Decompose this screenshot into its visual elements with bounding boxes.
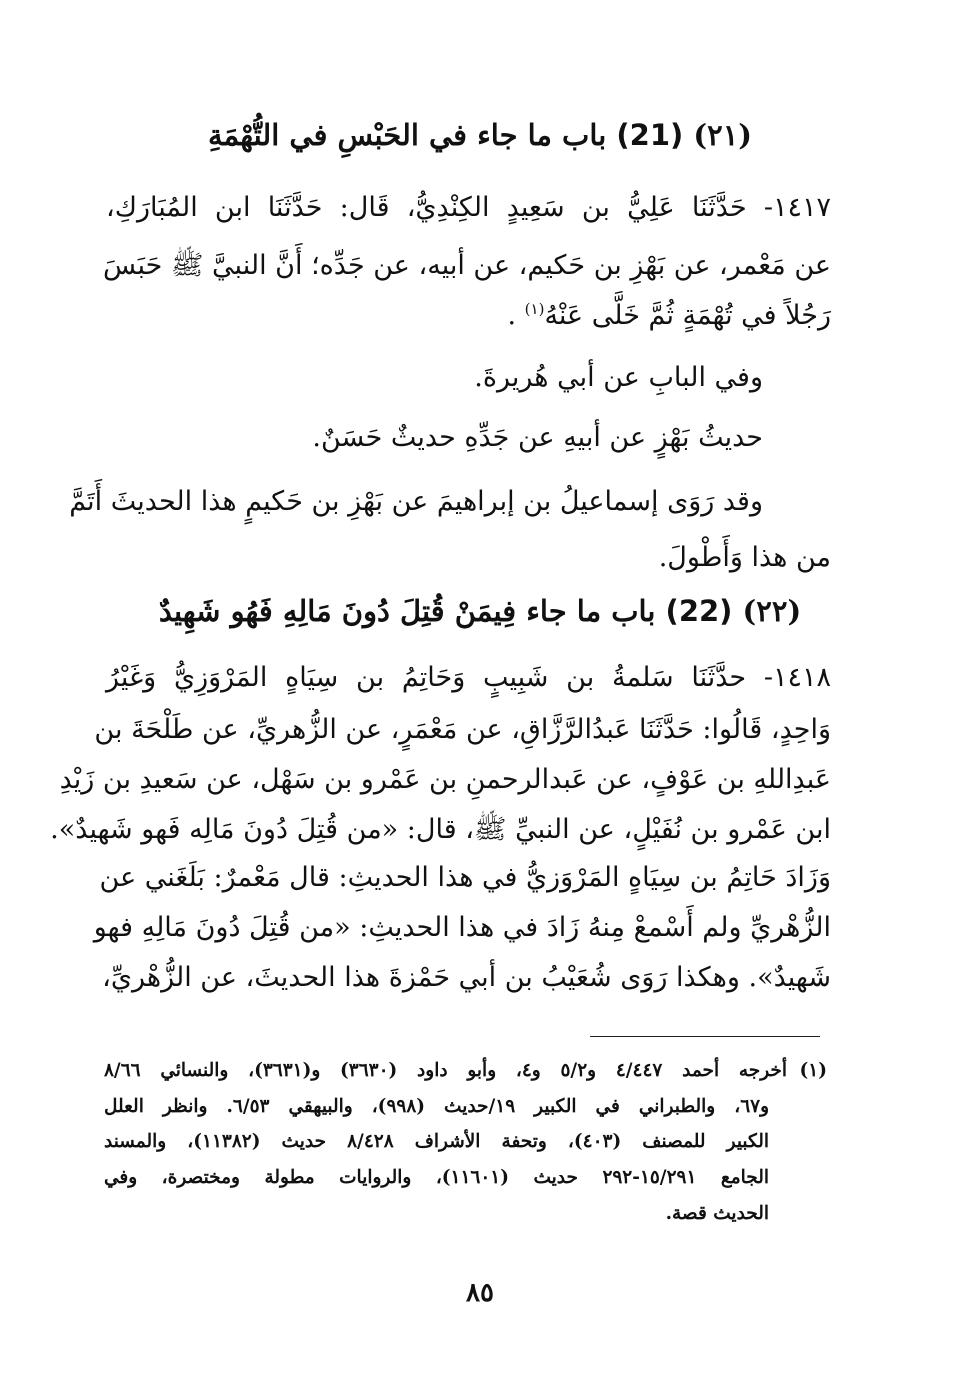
footnote-separator [590,1036,820,1037]
body-line-6: وقد رَوَى إسماعيلُ بن إبراهيمَ عن بَهْزِ بن حَكيمٍ هذا الحديثَ أَتَمَّ [69,486,763,517]
heading-21-arabic-number: (٢١) [693,118,753,152]
footnote-line-4: الجامع ١٥/٢٩١-٢٩٢ حديث (١١٦٠١)، والروايات مطولة ومختصرة، وفي [104,1167,769,1188]
heading-22-arabic-number: (٢٢) [742,594,802,628]
footnote-line-2: و٦٧، والطبراني في الكبير ١٩/حديث (٩٩٨)، والبيهقي ٦/٥٣. وانظر العلل [104,1096,770,1117]
body-line-10: عَبدِاللهِ بن عَوْفٍ، عن عَبدالرحمنِ بن عَمْرو بن سَهْل، عن سَعيدِ بن زَيْدِ [59,764,831,795]
body-line-12: وَزَادَ حَاتِمُ بن سِيَاهٍ المَرْوَزيُّ في هذا الحديثِ: قال مَعْمرٌ: بَلَغَني عن [99,862,831,893]
footnote-number: (١) [799,1060,827,1081]
body-line-13: الزُّهْريِّ ولم أَسْمعْ مِنهُ زَادَ في هذا الحديثِ: «من قُتِلَ دُونَ مَالِهِ فهو [93,912,831,943]
body-line-3: رَجُلاً في تُهْمَةٍ ثُمَّ خَلَّى عَنْهُ [544,300,831,331]
chapter-heading-22 [150,594,810,628]
footnote-line-5: الحديث قصة. [665,1203,769,1224]
body-line-2: عن مَعْمر، عن بَهْزِ بن حَكيم، عن أبيه، عن جَدِّه؛ أَنَّ النبيَّ ﷺ حَبَسَ [103,250,831,281]
heading-22-title: باب ما جاء فِيمَنْ قُتِلَ دُونَ مَالِهِ فَهُو شَهِيدٌ [158,594,656,628]
chapter-heading-21 [150,118,810,152]
heading-21-title: باب ما جاء في الحَبْسِ في التُّهْمَةِ [207,118,607,152]
body-line-7: من هذا وَأَطْولَ. [658,542,831,573]
body-line-5: حديثُ بَهْزٍ عن أبيهِ عن جَدِّهِ حديثٌ حَسَنٌ. [312,422,763,453]
heading-21-latin-number: (21) [616,118,684,152]
heading-22-latin-number: (22) [665,594,733,628]
page-number: ٨٥ [466,1278,494,1308]
body-line-3-wrap: رَجُلاً في تُهْمَةٍ ثُمَّ خَلَّى عَنْهُ$^{(١)}$ . [507,300,831,331]
body-line-14: شَهيدٌ». وهكذا رَوَى شُعَيْبُ بن أبي حَمْزةَ هذا الحديثَ، عن الزُّهْريِّ، [102,962,831,993]
body-line-9: وَاحِدٍ، قَالُوا: حَدَّثَنَا عَبدُالرَّزَّاقِ، عن مَعْمَرٍ، عن الزُّهريِّ، عن طَلْحَةَ بن [94,714,831,745]
footnote-line-3: الكبير للمصنف (٤٠٣)، وتحفة الأشراف ٨/٤٢٨ حديث (١١٣٨٢)، والمسند [104,1131,769,1152]
body-line-11: ابن عَمْرو بن نُفَيْلٍ، عن النبيِّ ﷺ، قال: «من قُتِلَ دُونَ مَالِه فَهو شَهيدٌ». [50,814,831,845]
body-line-8: ١٤١٨- حدَّثَنَا سَلمةُ بن شَبِيبٍ وَحَاتِمُ بن سِيَاهٍ المَرْوَزِيُّ وَغَيْرُ [106,662,831,693]
body-line-1: ١٤١٧- حَدَّثَنَا عَلِيُّ بن سَعِيدٍ الكِنْدِيُّ، قَال: حَدَّثَنَا ابن المُبَارَكِ، [106,192,831,223]
footnote-marker: (١) [524,300,545,318]
footnote-line-1: أخرجه أحمد ٤/٤٤٧ و٥/٢ و٤، وأبو داود (٣٦٣٠) و(٣٦٣١)، والنسائي ٨/٦٦ [104,1060,787,1081]
body-line-4: وفي البابِ عن أبي هُريرةَ. [474,362,763,393]
